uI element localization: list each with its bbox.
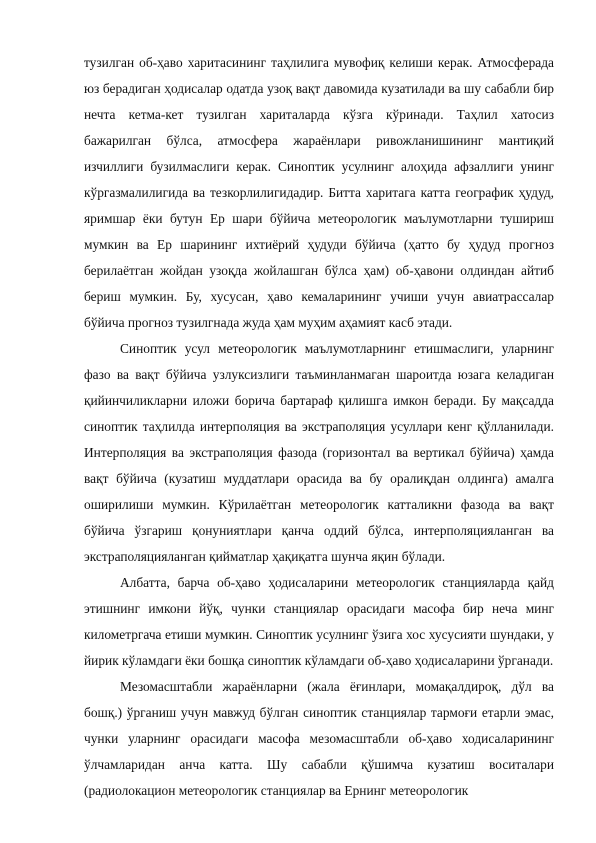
paragraph-1: тузилган об-ҳаво харитасининг таҳлилига мувофиқ келиши керак. Атмосферада юз берадиган ҳодисалар одатда узоқ вақт давомида кузатилади ва шу сабабли бир нечта кетма-кет тузилган хариталарда кўзга кўринади. Таҳлил хатосиз бажарилган бўлса, атмосфера жараёнлари ривожланишининг мантиқий изчиллиги бузилмаслиги керак. Синоптик усулнинг алоҳида афзаллиги унинг кўргазмалилигида ва тезкорлилигидадир. Битта харитага катта географик ҳудуд, яримшар ёки бутун Ер шари бўйича метеорологик маълумотларни тушириш мумкин ва Ер шарининг ихтиёрий ҳудуди бўйича (ҳатто бу ҳудуд прогноз берилаётган жойдан узоқда жойлашган бўлса ҳам) об-ҳавони олдиндан айтиб бериш мумкин. Бу, хусусан, ҳаво кемаларининг учиши учун авиатрассалар бўйича прогноз тузилгнада жуда ҳам муҳим аҳамият касб этади.: [84, 55, 554, 330]
paragraph-2: Синоптик усул метеорологик маълумотларнинг етишмаслиги, уларнинг фазо ва вақт бўйича узлуксизлиги таъминланмаган шароитда юзага келадиган қийинчиликларни иложи борича бартараф қилишга имкон беради. Бу мақсадда синоптик таҳлилда интерполяция ва экстраполяция усуллари кенг қўлланилади. Интерполяция ва экстраполяция фазода (горизонтал ва вертикал бўйича) ҳамда вақт бўйича (кузатиш муддатлари орасида ва бу оралиқдан олдинга) амалга оширилиши мумкин. Кўрилаётган метеорологик катталикни фазода ва вақт бўйича ўзгариш қонуниятлари қанча оддий бўлса, интерполяцияланган ва экстраполяцияланган қийматлар ҳақиқатга шунча яқин бўлади.: [84, 341, 554, 564]
document-page: [84, 50, 554, 804]
paragraph-4: Мезомасштабли жараёнларни (жала ёғинлари, момақалдироқ, дўл ва бошқ.) ўрганиш учун мавжуд бўлган синоптик станциялар тармоғи етарли эмас, чунки уларнинг орасидаги масофа мезомасштабли об-ҳаво ходисаларининг ўлчамларидан анча катта. Шу сабабли қўшимча кузатиш воситалари (радиолокацион метеорологик станциялар ва Ернинг метеорологик: [84, 679, 554, 798]
paragraph-3: Албатта, барча об-ҳаво ҳодисаларини метеорологик станцияларда қайд этишнинг имкони йўқ, чунки станциялар орасидаги масофа бир неча минг километргача етиши мумкин. Синоптик усулнинг ўзига хос хусусияти шундаки, у йирик кўламдаги ёки бошқа синоптик кўламдаги об-ҳаво ҳодисаларини ўрганади.: [84, 575, 554, 668]
